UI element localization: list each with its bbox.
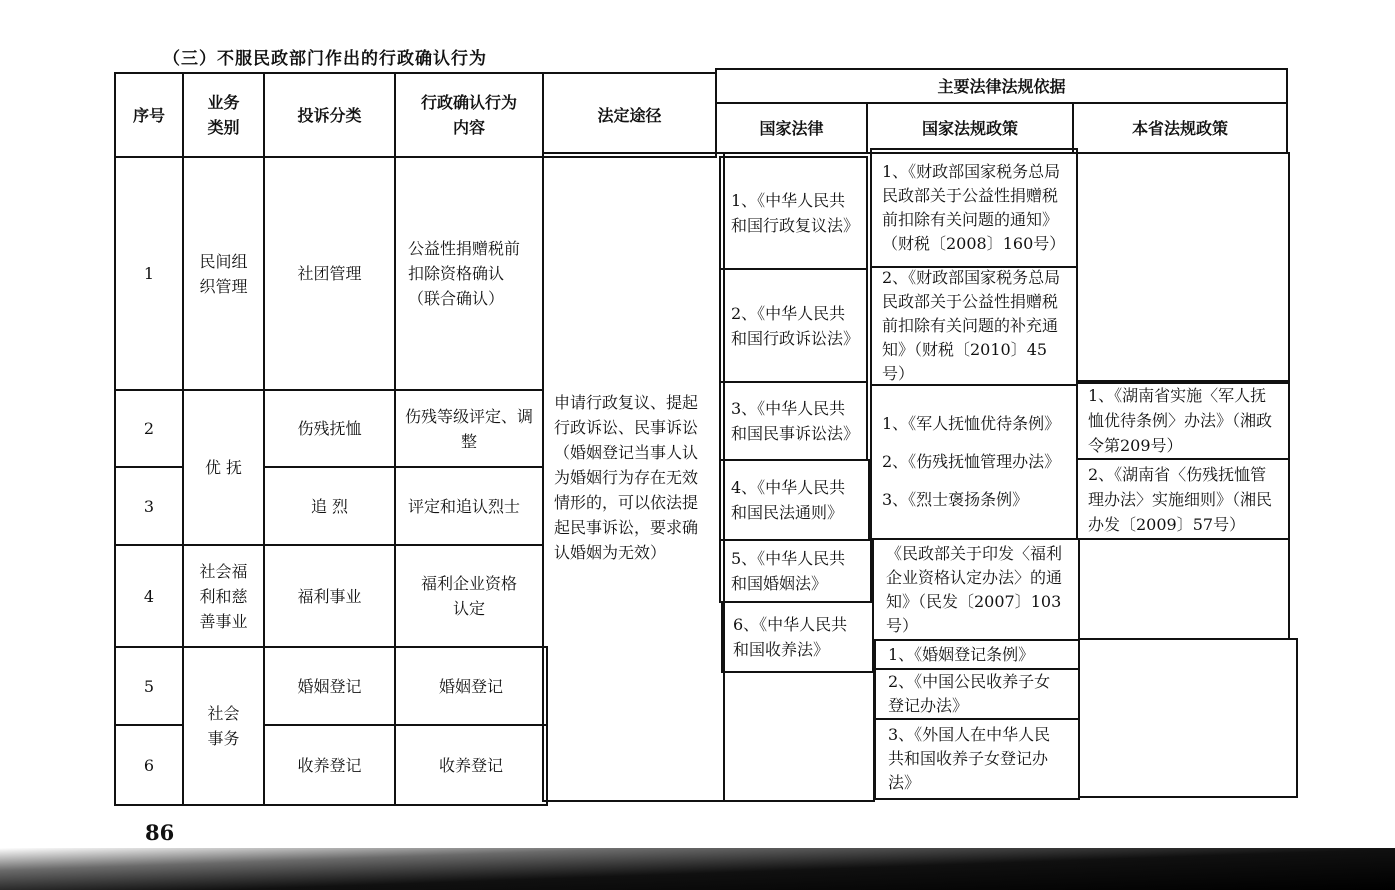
- legal-route: 申请行政复议、提起行政诉讼、民事诉讼（婚姻登记当事人认为婚姻行为存在无效情形的，可以依法提起民事诉讼，要求确认婚姻为无效）: [542, 152, 725, 802]
- header-national-reg: 国家法规政策: [866, 102, 1074, 154]
- section-title: （三）不服民政部门作出的行政确认行为: [163, 49, 487, 69]
- row-6-seq: 6: [114, 724, 184, 806]
- national-law-empty: [723, 671, 875, 802]
- row-1-complaint: 社团管理: [263, 156, 396, 391]
- header-complaint: 投诉分类: [263, 72, 396, 158]
- national-reg-1: 1、《财政部国家税务总局 民政部关于公益性捐赠税前扣除有关问题的通知》（财税〔2008〕160号）: [870, 148, 1078, 268]
- row-5-complaint: 婚姻登记: [263, 646, 396, 726]
- national-reg-5: 1、《婚姻登记条例》: [874, 639, 1080, 670]
- row-2-3-category: 优 抚: [182, 389, 265, 546]
- provincial-empty-mid: [1078, 538, 1290, 640]
- header-main-basis: 主要法律法规依据: [715, 68, 1288, 104]
- row-3-content: 评定和追认烈士: [394, 466, 544, 546]
- row-2-seq: 2: [114, 389, 184, 468]
- row-3-seq: 3: [114, 466, 184, 546]
- provincial-reg-1: 1、《湖南省实施〈军人抚恤优待条例〉办法》（湘政令第209号）: [1076, 380, 1290, 460]
- national-reg-6: 2、《中国公民收养子女登记办法》: [874, 668, 1080, 720]
- row-2-content: 伤残等级评定、调整: [394, 389, 544, 468]
- national-law-5: 5、《中华人民共和国婚姻法》: [719, 539, 872, 603]
- row-5-seq: 5: [114, 646, 184, 726]
- row-3-complaint: 追 烈: [263, 466, 396, 546]
- header-route: 法定途径: [542, 72, 717, 158]
- page-number: 86: [145, 820, 175, 845]
- national-reg-4: 《民政部关于印发〈福利企业资格认定办法〉的通知》（民发〔2007〕103号）: [872, 538, 1080, 641]
- row-1-content: 公益性捐赠税前扣除资格确认（联合确认）: [394, 156, 544, 391]
- header-seq: 序号: [114, 72, 184, 158]
- header-content: 行政确认行为内容: [394, 72, 544, 158]
- row-6-content: 收养登记: [394, 724, 548, 806]
- header-provincial: 本省法规政策: [1072, 102, 1288, 154]
- row-6-complaint: 收养登记: [263, 724, 396, 806]
- scan-shadow: [0, 848, 1395, 890]
- row-5-content: 婚姻登记: [394, 646, 548, 726]
- header-category: 业务类别: [182, 72, 265, 158]
- row-4-category: 社会福利和慈善事业: [182, 544, 265, 648]
- row-2-complaint: 伤残抚恤: [263, 389, 396, 468]
- row-5-6-category: 社会事务: [182, 646, 265, 806]
- row-1-category: 民间组织管理: [182, 156, 265, 391]
- national-reg-2: 2、《财政部国家税务总局 民政部关于公益性捐赠税前扣除有关问题的补充通知》（财税〔2010〕45号）: [870, 266, 1078, 386]
- national-law-2: 2、《中华人民共和国行政诉讼法》: [719, 268, 868, 383]
- row-4-seq: 4: [114, 544, 184, 648]
- row-4-content: 福利企业资格认定: [394, 544, 544, 648]
- provincial-empty-top: [1076, 152, 1290, 384]
- provincial-empty-bottom: [1078, 638, 1298, 798]
- national-law-4: 4、《中华人民共和国民法通则》: [719, 459, 870, 541]
- provincial-reg-2: 2、《湖南省〈伤残抚恤管理办法〉实施细则》（湘民办发〔2009〕57号）: [1076, 458, 1290, 540]
- national-reg-3: 1、《军人抚恤优待条例》 2、《伤残抚恤管理办法》 3、《烈士褒扬条例》: [870, 384, 1078, 540]
- row-1-seq: 1: [114, 156, 184, 391]
- row-4-complaint: 福利事业: [263, 544, 396, 648]
- national-law-1: 1、《中华人民共和国行政复议法》: [719, 156, 868, 270]
- header-national-law: 国家法律: [715, 102, 868, 154]
- national-law-3: 3、《中华人民共和国民事诉讼法》: [719, 381, 868, 461]
- national-law-6: 6、《中华人民共和国收养法》: [721, 601, 874, 673]
- national-reg-7: 3、《外国人在中华人民共和国收养子女登记办法》: [874, 718, 1080, 800]
